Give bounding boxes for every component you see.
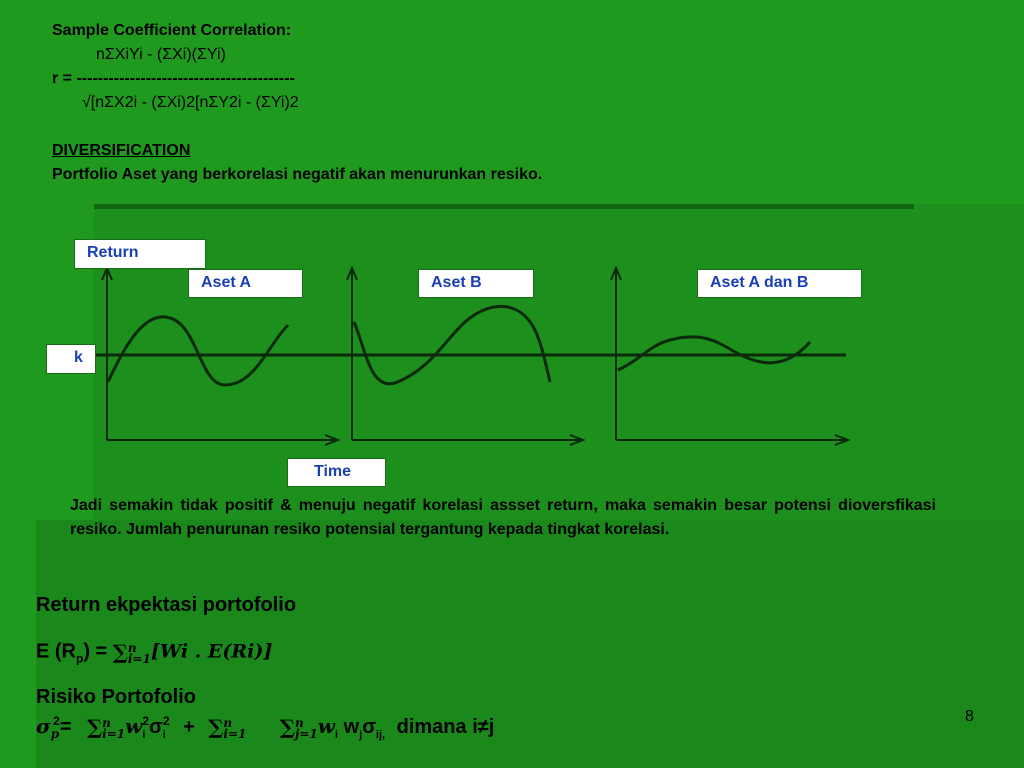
- er-sum-sub: i=1: [127, 651, 151, 666]
- risk-heading: Risiko Portofolio: [36, 686, 196, 708]
- risk-sum-1: [87, 715, 125, 740]
- risk-sum-1-symbol: ∑: [87, 715, 103, 740]
- er-lhs: E (R: [36, 640, 76, 663]
- formula-denominator: √[nΣX2i - (ΣXi)2[nΣY2i - (ΣYi)2: [82, 94, 299, 111]
- diversification-heading: DIVERSIFICATION: [52, 142, 191, 159]
- risk-w-sub: i: [142, 729, 146, 741]
- return-label: Return: [74, 239, 206, 269]
- risk-w-sup: 2: [142, 714, 150, 729]
- risk-plus: +: [183, 716, 195, 738]
- asset-b-label: Aset B: [418, 269, 534, 298]
- risk-sum-2-sup: n: [223, 715, 233, 730]
- risk-sigma-sup: 2: [53, 714, 60, 729]
- time-label: Time: [287, 458, 386, 487]
- risk-formula: [36, 714, 494, 741]
- risk-condition: dimana i≠j: [396, 716, 495, 738]
- er-eq: ) =: [83, 640, 113, 663]
- risk-wj-sub: j: [359, 729, 363, 741]
- curve-asset-a: [108, 317, 288, 385]
- formula-fraction-line: r = -----------------------------------------: [52, 70, 295, 87]
- expected-return-heading: Return ekpektasi portofolio: [36, 594, 297, 616]
- page-number: 8: [965, 708, 974, 725]
- er-sum-symbol: ∑: [112, 640, 128, 664]
- risk-sum-3-sup: n: [294, 715, 304, 730]
- asset-ab-label: Aset A dan B: [697, 269, 862, 298]
- risk-s-sup: 2: [162, 714, 170, 729]
- risk-sum-1-sup: n: [102, 715, 111, 730]
- k-label: k: [46, 344, 96, 374]
- risk-sum-3-sub: j=1: [294, 726, 318, 741]
- er-sub: p: [76, 651, 84, 666]
- er-sum-sup: n: [127, 640, 137, 655]
- risk-sij-sub: ij,: [375, 729, 386, 741]
- risk-s: σ: [149, 716, 163, 738]
- formula-title: Sample Coefficient Correlation:: [52, 22, 292, 39]
- risk-sum-1-sub: i=1: [102, 726, 126, 741]
- asset-a-label: Aset A: [188, 269, 303, 298]
- risk-sij: σ: [362, 716, 376, 738]
- explanation-paragraph: Jadi semakin tidak positif & menuju negatif korelasi assset return, maka semakin besar potensi dioversfikasi resiko. Jumlah penurunan resiko potensial tergantung kepada tingkat korelasi.: [70, 497, 936, 538]
- risk-sum-3: [280, 715, 318, 740]
- er-sum-block: [113, 640, 151, 665]
- curve-asset-ab: [618, 337, 810, 370]
- risk-sigma-sub: p: [50, 727, 60, 741]
- risk-sum-2: [208, 715, 246, 740]
- risk-sum-3-symbol: ∑: [279, 715, 295, 740]
- er-body: [Wi . E(Ri)]: [150, 640, 273, 663]
- risk-w: w: [125, 714, 143, 738]
- risk-eq: =: [59, 716, 72, 738]
- risk-sum-2-symbol: ∑: [208, 715, 224, 740]
- curve-asset-b: [354, 306, 550, 383]
- risk-sigma: σ: [36, 714, 51, 738]
- risk-wj: w: [343, 716, 360, 738]
- risk-s-sub: i: [162, 729, 166, 741]
- expected-return-formula: [36, 640, 272, 666]
- formula-numerator: nΣXiYi - (ΣXi)(ΣYi): [96, 46, 226, 63]
- diversification-text: Portfolio Aset yang berkorelasi negatif akan menurunkan resiko.: [52, 166, 543, 183]
- risk-wi-sub: i: [334, 729, 339, 741]
- risk-wi: w: [317, 714, 335, 738]
- risk-sum-2-sub: i=1: [223, 726, 247, 741]
